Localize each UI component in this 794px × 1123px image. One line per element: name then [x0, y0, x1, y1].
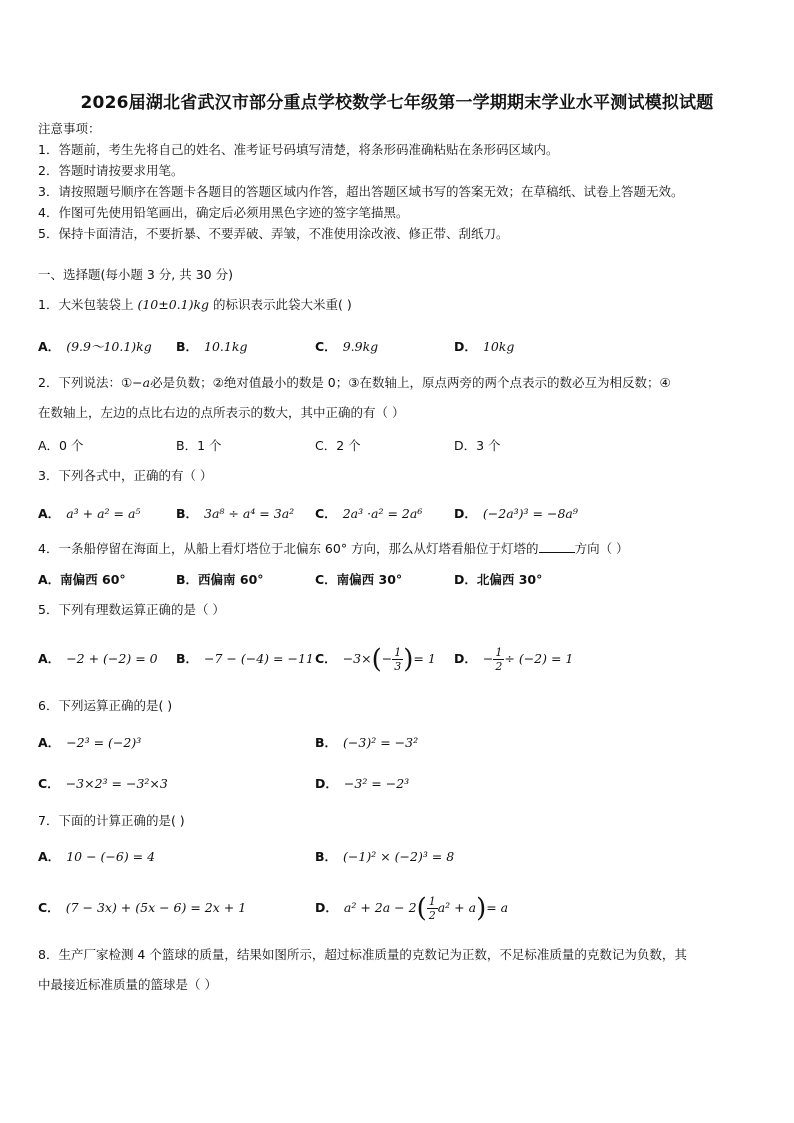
q4-stem-pre: 4．一条船停留在海面上，从船上看灯塔位于北偏东 60° 方向，那么从灯塔看船位于灯塔的: [38, 541, 539, 556]
option-label: D．: [454, 506, 477, 521]
option-text-post: ÷ (−2) = 1: [504, 651, 574, 666]
option-label: D．: [454, 339, 477, 354]
q6-option-d[interactable]: [315, 775, 409, 793]
q2-option-d[interactable]: D．3 个: [454, 438, 501, 453]
notice-item: 2．答题时请按要求用笔。: [38, 163, 184, 178]
option-text: 10.1kg: [204, 339, 248, 354]
q3-option-c[interactable]: [315, 505, 422, 523]
minus-sign: −: [482, 651, 494, 666]
fraction-numerator: 1: [394, 646, 402, 659]
option-label: D．: [315, 900, 338, 915]
question-2-line1: [38, 374, 671, 392]
q5-option-d[interactable]: [454, 637, 573, 681]
q7-option-a[interactable]: [38, 848, 155, 866]
q4-option-c[interactable]: C．南偏西 30°: [315, 572, 403, 587]
question-8-line1: 8．生产厂家检测 4 个篮球的质量，结果如图所示，超过标准质量的克数记为正数，不足标准质量的克数记为负数，其: [38, 947, 687, 962]
option-label: B．: [315, 735, 338, 750]
q3-option-d[interactable]: [454, 505, 578, 523]
option-text: 3a⁸ ÷ a⁴ = 3a²: [204, 506, 295, 521]
notice-heading: 注意事项：: [38, 121, 101, 136]
option-label: B．: [176, 506, 199, 521]
minus-sign: −: [381, 651, 393, 666]
option-text: −3² = −2³: [343, 776, 410, 791]
option-text: 10kg: [482, 339, 515, 354]
option-text: 10 − (−6) = 4: [66, 849, 156, 864]
option-label: B．: [315, 849, 338, 864]
option-text: (−2a³)³ = −8a⁹: [482, 506, 578, 521]
q6-option-b[interactable]: [315, 734, 418, 752]
q1-option-a[interactable]: [38, 338, 152, 356]
option-text-pre: a² + 2a − 2: [343, 900, 417, 915]
question-1: [38, 296, 352, 314]
answer-blank[interactable]: [539, 540, 575, 553]
question-7: 7．下面的计算正确的是( ): [38, 813, 185, 828]
option-label: D．: [454, 651, 477, 666]
option-label: C．: [38, 900, 60, 915]
q1-option-d[interactable]: [454, 338, 514, 356]
option-text: −7 − (−4) = −11: [204, 651, 314, 666]
option-text: (9.9～10.1)kg: [66, 339, 152, 354]
notice-item: 5．保持卡面清洁，不要折暴、不要弄破、弄皱，不准使用涂改液、修正带、刮纸刀。: [38, 226, 509, 241]
question-5: 5．下列有理数运算正确的是（ ）: [38, 602, 225, 617]
q6-option-c[interactable]: [38, 775, 168, 793]
option-label: A．: [38, 651, 61, 666]
fraction-numerator: 1: [495, 646, 503, 659]
option-label: C．: [315, 339, 337, 354]
q1-stem-post: 的标识表示此袋大米重( ): [213, 297, 352, 312]
notice-item: 1．答题前，考生先将自己的姓名、准考证号码填写清楚，将条形码准确粘贴在条形码区域内。: [38, 142, 559, 157]
right-paren: ): [403, 644, 414, 675]
q1-stem-pre: 1．大米包装袋上: [38, 297, 134, 312]
option-text: −2 + (−2) = 0: [66, 651, 158, 666]
page-title: 2026届湖北省武汉市部分重点学校数学七年级第一学期期末学业水平测试模拟试题: [80, 93, 714, 113]
option-text: (−1)² × (−2)³ = 8: [343, 849, 455, 864]
q7-option-c[interactable]: [38, 899, 246, 917]
q5-option-a[interactable]: [38, 650, 158, 668]
fraction-numerator: 1: [428, 895, 436, 908]
q7-option-d[interactable]: [315, 886, 508, 931]
option-text: 9.9kg: [342, 339, 379, 354]
q2-stem-post: 必是负数；②绝对值最小的数是 0；③在数轴上，原点两旁的两个点表示的数必互为相反数；④: [150, 375, 671, 390]
option-label: C．: [38, 776, 60, 791]
fraction-denominator: 2: [495, 660, 503, 673]
notice-item: 4．作图可先使用铅笔画出，确定后必须用黑色字迹的签字笔描黑。: [38, 205, 409, 220]
left-paren: (: [371, 644, 382, 675]
option-label: D．: [315, 776, 338, 791]
q2-option-b[interactable]: B．1 个: [176, 438, 222, 453]
q5-option-c[interactable]: [315, 637, 436, 682]
option-label: B．: [176, 339, 199, 354]
fraction: [427, 895, 438, 922]
q1-option-c[interactable]: [315, 338, 378, 356]
option-text-pre: −3×: [342, 651, 372, 666]
right-paren: ): [476, 893, 487, 924]
option-label: A．: [38, 339, 61, 354]
q2-variable: −a: [132, 375, 151, 390]
left-paren: (: [416, 893, 427, 924]
question-2-line2: 在数轴上，左边的点比右边的点所表示的数大，其中正确的有（ ）: [38, 405, 405, 420]
notice-item: 3．请按照题号顺序在答题卡各题目的答题区域内作答，超出答题区域书写的答案无效；在草稿纸、试卷上答题无效。: [38, 184, 684, 199]
question-3: 3．下列各式中，正确的有（ ）: [38, 468, 213, 483]
option-text: (−3)² = −3²: [343, 735, 419, 750]
option-label: A．: [38, 735, 61, 750]
option-text: 2a³ ·a² = 2a⁶: [342, 506, 423, 521]
q2-stem-pre: 2．下列说法：①: [38, 375, 133, 390]
option-text-inner: a² + a: [437, 900, 477, 915]
option-label: C．: [315, 506, 337, 521]
q4-option-d[interactable]: D．北偏西 30°: [454, 572, 543, 587]
section-heading: 一、选择题(每小题 3 分, 共 30 分): [38, 267, 233, 282]
fraction-denominator: 2: [428, 909, 436, 922]
fraction: [392, 646, 403, 673]
fraction: [493, 646, 504, 673]
q3-option-a[interactable]: [38, 505, 140, 523]
question-6: 6．下列运算正确的是( ): [38, 698, 173, 713]
q2-option-a[interactable]: A．0 个: [38, 438, 84, 453]
q3-option-b[interactable]: [176, 505, 294, 523]
q5-option-b[interactable]: [176, 650, 314, 668]
option-text: (7 − 3x) + (5x − 6) = 2x + 1: [65, 900, 247, 915]
question-8-line2: 中最接近标准质量的篮球是（ ）: [38, 977, 217, 992]
option-text: −2³ = (−2)³: [66, 735, 142, 750]
option-text: −3×2³ = −3²×3: [65, 776, 168, 791]
q4-option-a[interactable]: A．南偏西 60°: [38, 572, 126, 587]
option-label: A．: [38, 506, 61, 521]
q4-option-b[interactable]: B．西偏南 60°: [176, 572, 264, 587]
q1-option-b[interactable]: [176, 338, 247, 356]
q6-option-a[interactable]: [38, 734, 141, 752]
q2-option-c[interactable]: C．2 个: [315, 438, 361, 453]
question-4: [38, 540, 629, 558]
fraction-denominator: 3: [394, 660, 402, 673]
option-label: B．: [176, 651, 199, 666]
q4-stem-post: 方向（ ）: [574, 541, 629, 556]
option-text: a³ + a² = a⁵: [66, 506, 141, 521]
option-text-post: = 1: [413, 651, 436, 666]
option-label: C．: [315, 651, 337, 666]
q7-option-b[interactable]: [315, 848, 454, 866]
option-text-post: = a: [486, 900, 509, 915]
option-label: A．: [38, 849, 61, 864]
q1-expression: (10±0.1)kg: [137, 297, 210, 312]
